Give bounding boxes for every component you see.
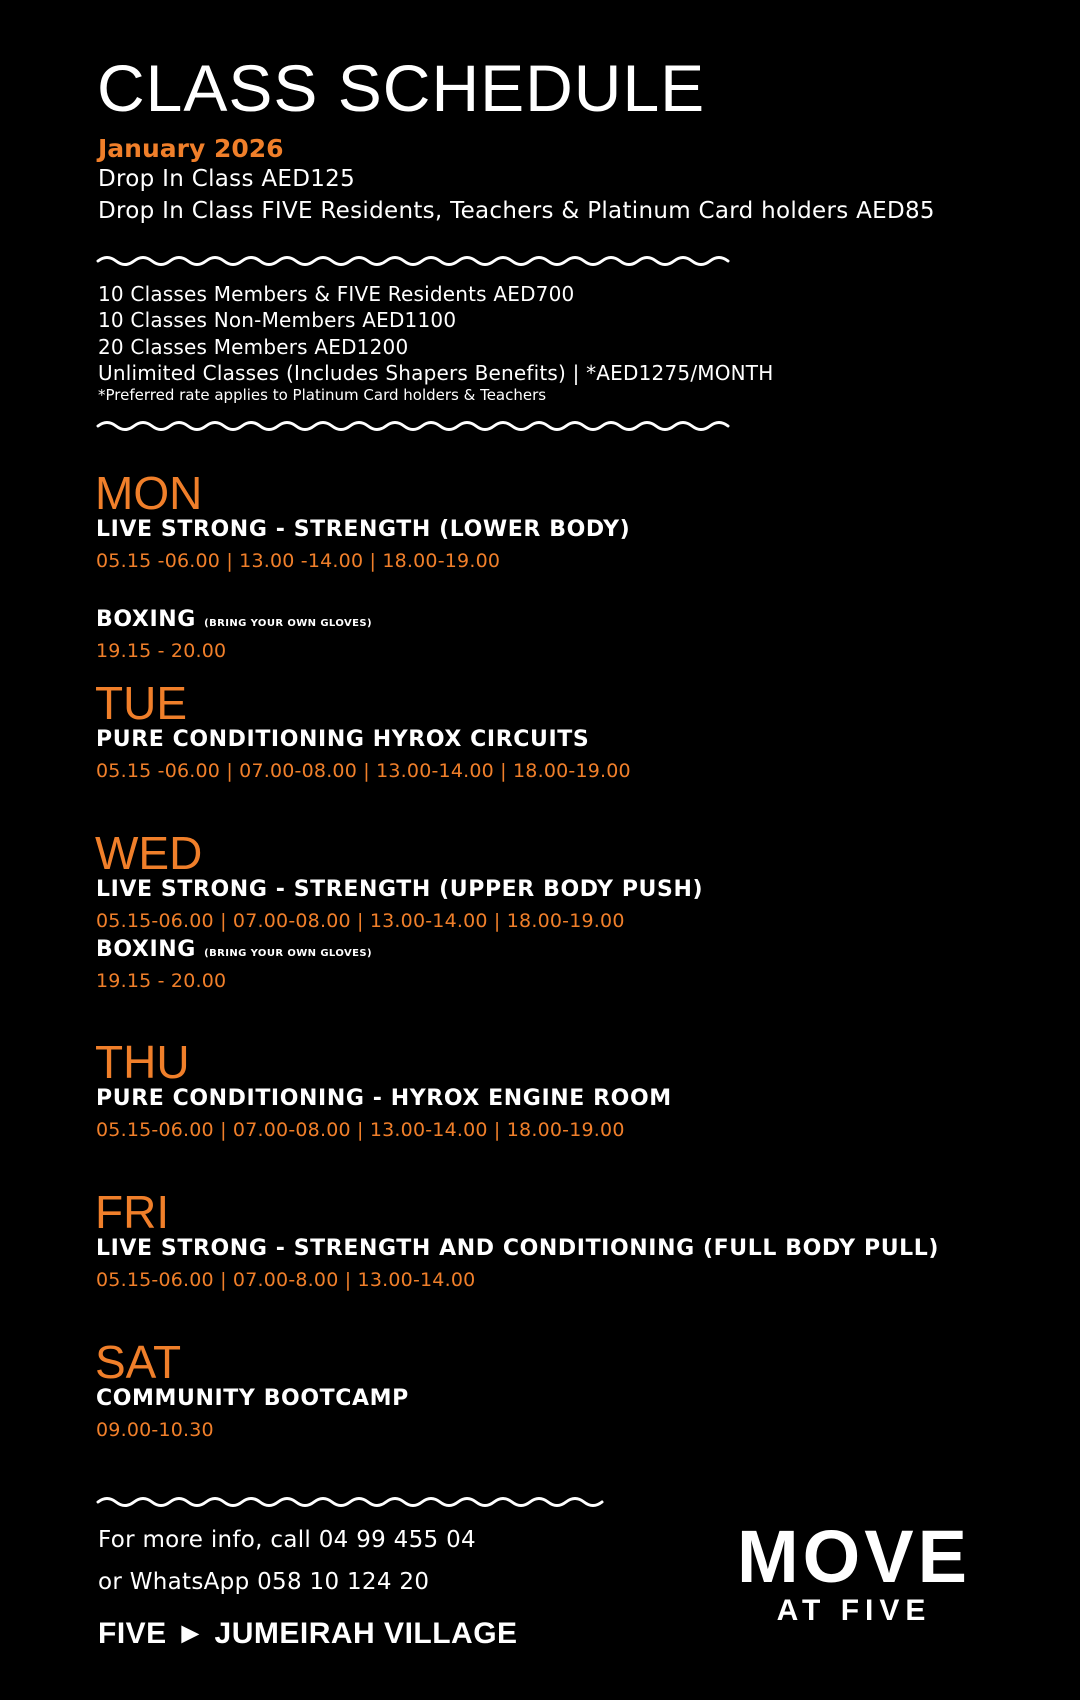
day-mon: MON <box>95 467 203 519</box>
class-name: BOXING <box>96 937 196 962</box>
package-20-members: 20 Classes Members AED1200 <box>98 335 409 359</box>
logo-main-text: MOVE <box>737 1516 971 1598</box>
drop-in-price: Drop In Class AED125 <box>98 166 356 192</box>
sat-times-1: 09.00-10.30 <box>96 1419 214 1441</box>
day-wed: WED <box>95 827 203 879</box>
contact-phone: For more info, call 04 99 455 04 <box>98 1527 476 1553</box>
day-tue: TUE <box>95 677 187 729</box>
class-name: BOXING <box>96 607 196 632</box>
wed-class-2 <box>96 937 372 962</box>
wave-divider <box>96 417 730 435</box>
fri-class-1: LIVE STRONG - STRENGTH AND CONDITIONING (FULL BODY PULL) <box>96 1236 940 1261</box>
tue-class-1: PURE CONDITIONING HYROX CIRCUITS <box>96 727 590 752</box>
wave-line <box>98 258 728 265</box>
wed-class-1: LIVE STRONG - STRENGTH (UPPER BODY PUSH) <box>96 877 704 902</box>
wave-line <box>98 423 728 430</box>
mon-class-1: LIVE STRONG - STRENGTH (LOWER BODY) <box>96 517 631 542</box>
thu-times-1: 05.15-06.00 | 07.00-08.00 | 13.00-14.00 | 18.00-19.00 <box>96 1119 625 1141</box>
day-fri: FRI <box>95 1186 170 1238</box>
class-note: (BRING YOUR OWN GLOVES) <box>204 948 372 959</box>
wave-line <box>98 1499 602 1506</box>
sat-class-1: COMMUNITY BOOTCAMP <box>96 1386 409 1411</box>
page-title: CLASS SCHEDULE <box>97 51 706 125</box>
drop-in-discount-price: Drop In Class FIVE Residents, Teachers & Platinum Card holders AED85 <box>98 198 935 224</box>
wave-divider <box>96 1493 606 1511</box>
wed-times-1: 05.15-06.00 | 07.00-08.00 | 13.00-14.00 | 18.00-19.00 <box>96 910 625 932</box>
mon-class-2 <box>96 607 372 632</box>
package-10-members: 10 Classes Members & FIVE Residents AED700 <box>98 282 575 306</box>
package-unlimited: Unlimited Classes (Includes Shapers Benefits) | *AED1275/MONTH <box>98 361 774 385</box>
move-at-five-logo <box>718 1516 990 1626</box>
wave-divider <box>96 252 730 270</box>
thu-class-1: PURE CONDITIONING - HYROX ENGINE ROOM <box>96 1086 672 1111</box>
preferred-rate-note: *Preferred rate applies to Platinum Card holders & Teachers <box>98 386 547 404</box>
day-thu: THU <box>95 1036 190 1088</box>
mon-times-2: 19.15 - 20.00 <box>96 640 227 662</box>
wed-times-2: 19.15 - 20.00 <box>96 970 227 992</box>
class-note: (BRING YOUR OWN GLOVES) <box>204 618 372 629</box>
logo-sub-text: AT FIVE <box>776 1594 932 1626</box>
mon-times-1: 05.15 -06.00 | 13.00 -14.00 | 18.00-19.00 <box>96 550 501 572</box>
location-label: FIVE ► JUMEIRAH VILLAGE <box>98 1617 518 1650</box>
fri-times-1: 05.15-06.00 | 07.00-8.00 | 13.00-14.00 <box>96 1269 476 1291</box>
day-sat: SAT <box>95 1336 182 1388</box>
tue-times-1: 05.15 -06.00 | 07.00-08.00 | 13.00-14.00 | 18.00-19.00 <box>96 760 631 782</box>
month-label: January 2026 <box>98 134 284 163</box>
package-10-non-members: 10 Classes Non-Members AED1100 <box>98 308 457 332</box>
contact-whatsapp: or WhatsApp 058 10 124 20 <box>98 1569 430 1595</box>
